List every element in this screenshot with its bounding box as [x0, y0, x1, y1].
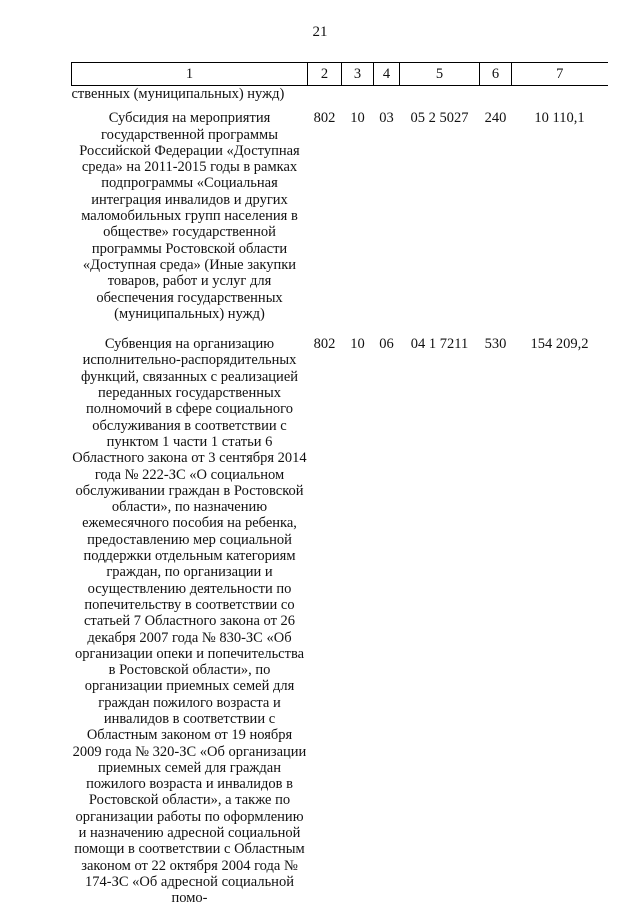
column-header-2: 2 [308, 63, 342, 86]
row-target-article: 04 1 7211 [410, 336, 469, 353]
row-description: Субвенция на организацию исполнительно-распорядительных функций, связанных с реализацией переданных государственных полномочий в сфере социального обслуживания в соответствии с пунктом 1 части 1 статьи 6 Областного закона от 3 сентября 2014 года № 222-ЗС «О социальном обслуживании граждан в Ростовской области», по назначению ежемесячного пособия на ребенка, предоставлению мер социальной поддержки отдельным категориям граждан, по организации и осуществлению деятельности по попечительству в соответствии со статьей 7 Областного закона от 26 декабря 2007 года № 830-ЗС «Об организации опеки и попечительства в Ростовской области», по организации приемных семей для граждан пожилого возраста и инвалидов в соответствии с Областным законом от 19 ноября 2009 года № 320-ЗС «Об организации приемных семей для граждан пожилого возраста и инвалидов в Ростовской области», а также по организации работы по оформлению и назначению адресной социальной помощи в соответствии с Областным законом от 22 октября 2004 года № 174-ЗС «Об адресной социальной помо- [72, 336, 307, 907]
row-target-article: 05 2 5027 [410, 110, 469, 127]
table-row [72, 110, 608, 336]
table-row-continuation [72, 86, 608, 111]
page-number: 21 [312, 24, 328, 40]
row-subsection-code: 03 [379, 110, 394, 127]
column-header-1: 1 [72, 63, 308, 86]
continuation-text: ственных (муниципальных) нужд) [71, 86, 285, 102]
row-section-code: 10 [350, 110, 365, 127]
column-header-4: 4 [374, 63, 400, 86]
row-section-code: 10 [350, 336, 365, 353]
row-expense-type: 240 [484, 110, 507, 127]
row-amount: 154 209,2 [530, 336, 589, 353]
row-description: Субсидия на мероприятия государственной программы Российской Федерации «Доступная среда» на 2011-2015 годы в рамках подпрограммы «Социальная интеграция инвалидов и других маломобильных групп населения в обществе» государственной программы Ростовской области «Доступная среда» (Иные закупки товаров, работ и услуг для обеспечения государственных (муниципальных) нужд) [79, 110, 300, 322]
column-header-3: 3 [342, 63, 374, 86]
row-ministry-code: 802 [313, 336, 336, 353]
row-expense-type: 530 [484, 336, 507, 353]
row-ministry-code: 802 [313, 110, 336, 127]
header-row [72, 63, 608, 86]
column-header-5: 5 [400, 63, 480, 86]
column-header-6: 6 [480, 63, 512, 86]
row-subsection-code: 06 [379, 336, 394, 353]
column-header-7: 7 [512, 63, 608, 86]
table-row [72, 336, 608, 920]
row-amount: 10 110,1 [534, 110, 585, 127]
budget-table [71, 62, 608, 921]
